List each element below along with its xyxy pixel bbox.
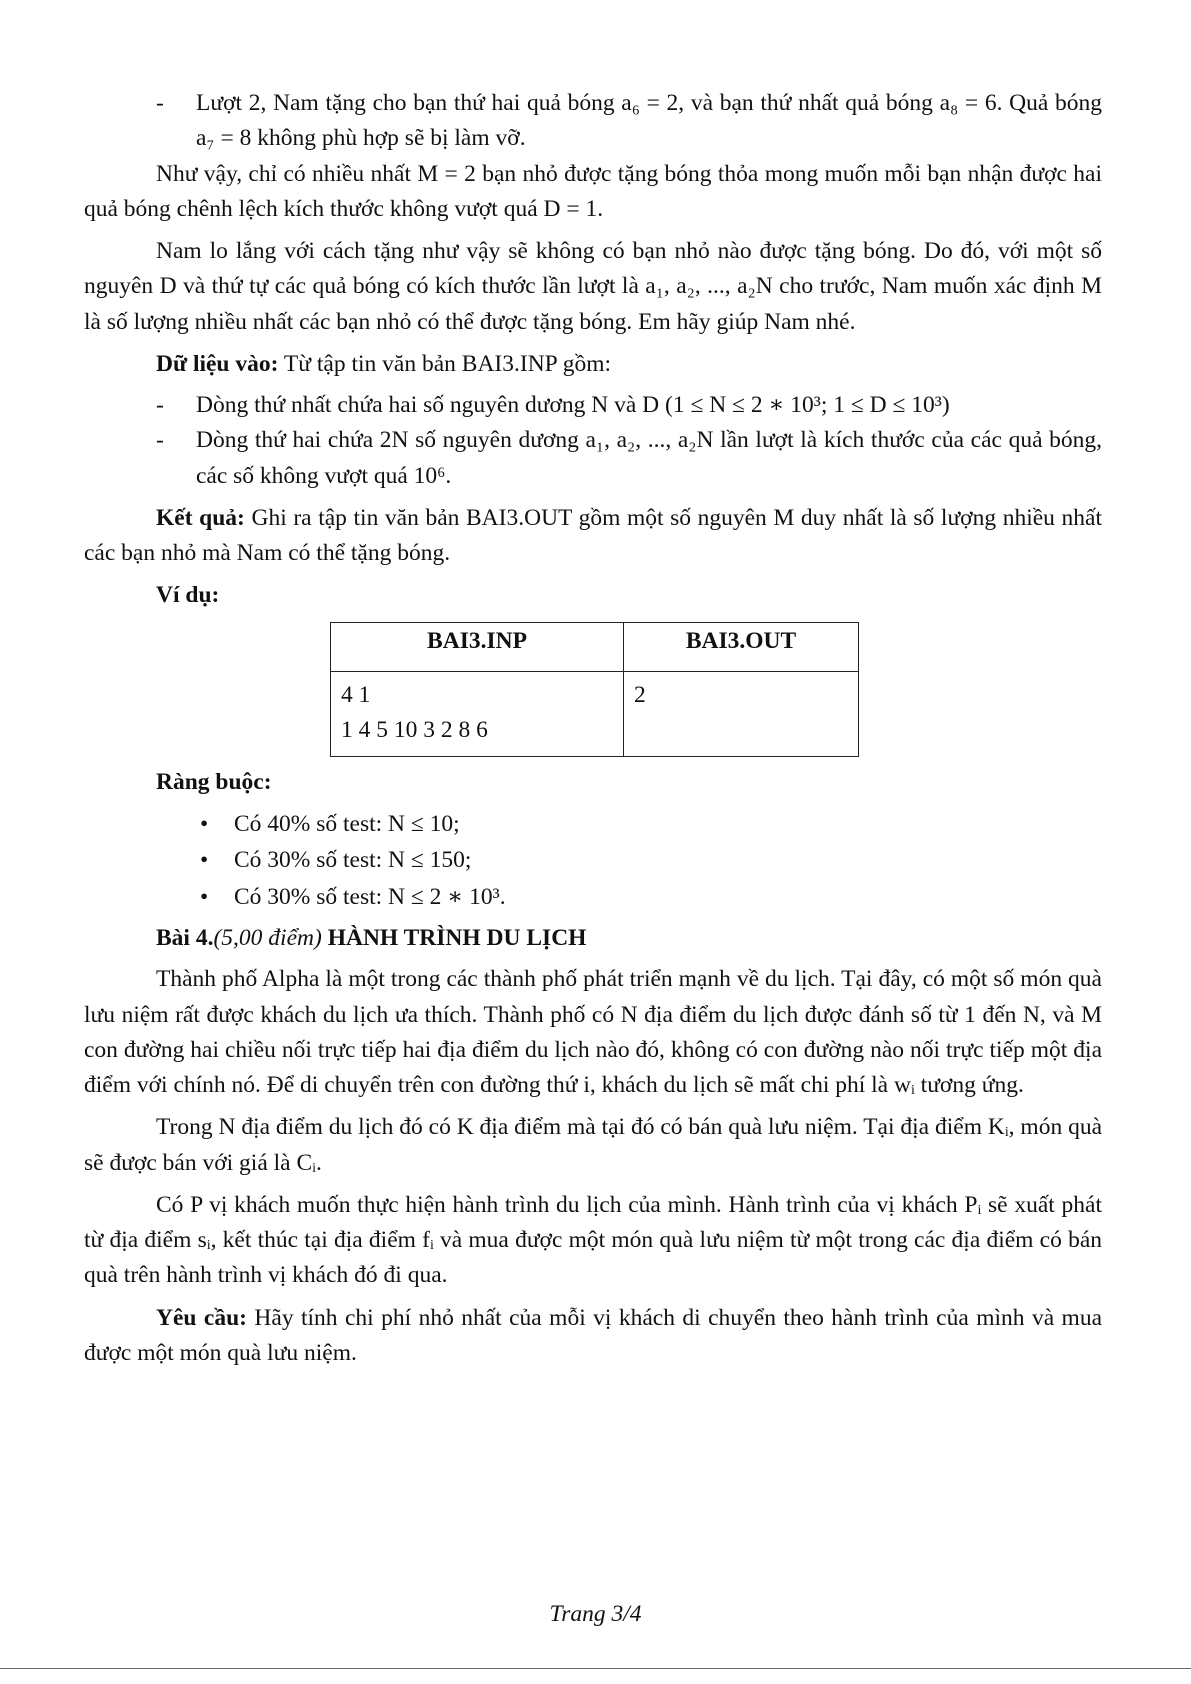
input-section [84,347,1102,382]
input-line-1: - Dòng thứ nhất chứa hai số nguyên dương N và D (1 ≤ N ≤ 2 ∗ 10³; 1 ≤ D ≤ 10³) [84,388,1102,423]
bai4-title: HÀNH TRÌNH DU LỊCH [327,925,587,952]
example-label: Ví dụ: [156,582,220,609]
input-text: Từ tập tin văn bản BAI3.INP gồm: [283,350,612,377]
constraints-list [84,806,1102,915]
summary-paragraph: Như vậy, chỉ có nhiều nhất M = 2 bạn nhỏ được tặng bóng thỏa mong muốn mỗi bạn nhận được hai quả bóng chênh lệch kích thước không vượt quá D = 1. [84,160,1102,222]
constraint-item: • Có 40% số test: N ≤ 10; [234,806,1102,842]
bottom-rule [0,1668,1191,1669]
traveler-paragraph: Có P vị khách muốn thực hiện hành trình du lịch của mình. Hành trình của vị khách Pᵢ sẽ xuất phát từ địa điểm sᵢ, kết thúc tại địa điểm fᵢ và mua được một món quà lưu niệm từ một trong các địa điểm có bán quà trên hành trình vị khách đó đi qua. [84,1191,1102,1289]
bai4-points: (5,00 điểm) [213,925,322,952]
page-number: Trang 3/4 [549,1601,642,1627]
constraint-item: • Có 30% số test: N ≤ 150; [234,842,1102,878]
example-col-output-header: BAI3.OUT [624,622,859,671]
example-input-line-2: 1 4 5 10 3 2 8 6 [341,716,488,743]
city-paragraph: Thành phố Alpha là một trong các thành phố phát triển mạnh về du lịch. Tại đây, có một số món quà lưu niệm rất được khách du lịch ưa thích. Thành phố có N địa điểm du lịch được đánh số từ 1 đến N, và M con đường hai chiều nối trực tiếp hai địa điểm du lịch nào đó, không có con đường nào nối trực tiếp một địa điểm với chính nó. Để di chuyển trên con đường thứ i, khách du lịch sẽ mất chi phí là wᵢ tương ứng. [84,966,1102,1099]
souvenir-paragraph: Trong N địa điểm du lịch đó có K địa điểm mà tại đó có bán quà lưu niệm. Tại địa điểm Kᵢ, món quà sẽ được bán với giá là Cᵢ. [84,1114,1102,1176]
constraint-item: • Có 30% số test: N ≤ 2 ∗ 10³. [234,879,1102,915]
constraints-label: Ràng buộc: [156,768,272,795]
example-input-cell [331,671,624,756]
turn-2-line: - Lượt 2, Nam tặng cho bạn thứ hai quả bóng a₆ = 2, và bạn thứ nhất quả bóng a₈ = 6. Quả bóng a₇ = 8 không phù hợp sẽ bị làm vỡ. [84,86,1102,157]
example-output-cell: 2 [624,671,859,756]
requirement-text: Hãy tính chi phí nhỏ nhất của mỗi vị khách di chuyển theo hành trình của mình và mua được một món quà lưu niệm. [84,1304,1103,1366]
example-input-line-1: 4 1 [341,681,371,708]
example-table [330,622,859,757]
input-line-2: - Dòng thứ hai chứa 2N số nguyên dương a₁, a₂, ..., a₂N lần lượt là kích thước của các quả bóng, các số không vượt quá 10⁶. [84,423,1102,494]
page-content [84,86,1102,1378]
output-section [84,501,1102,572]
bai4-heading [84,921,1102,956]
example-col-input-header: BAI3.INP [331,622,624,671]
input-label: Dữ liệu vào: [156,350,279,377]
requirement-section [84,1301,1102,1372]
requirement-label: Yêu cầu: [156,1304,247,1331]
bai4-label: Bài 4. [156,925,214,952]
problem-paragraph: Nam lo lắng với cách tặng như vậy sẽ không có bạn nhỏ nào được tặng bóng. Do đó, với một số nguyên D và thứ tự các quả bóng có kích thước lần lượt là a₁, a₂, ..., a₂N cho trước, Nam muốn xác định M là số lượng nhiều nhất các bạn nhỏ có thể được tặng bóng. Em hãy giúp Nam nhé. [84,238,1102,335]
output-text: Ghi ra tập tin văn bản BAI3.OUT gồm một số nguyên M duy nhất là số lượng nhiều nhất các bạn nhỏ mà Nam có thể tặng bóng. [84,504,1102,566]
output-label: Kết quả: [156,504,245,531]
